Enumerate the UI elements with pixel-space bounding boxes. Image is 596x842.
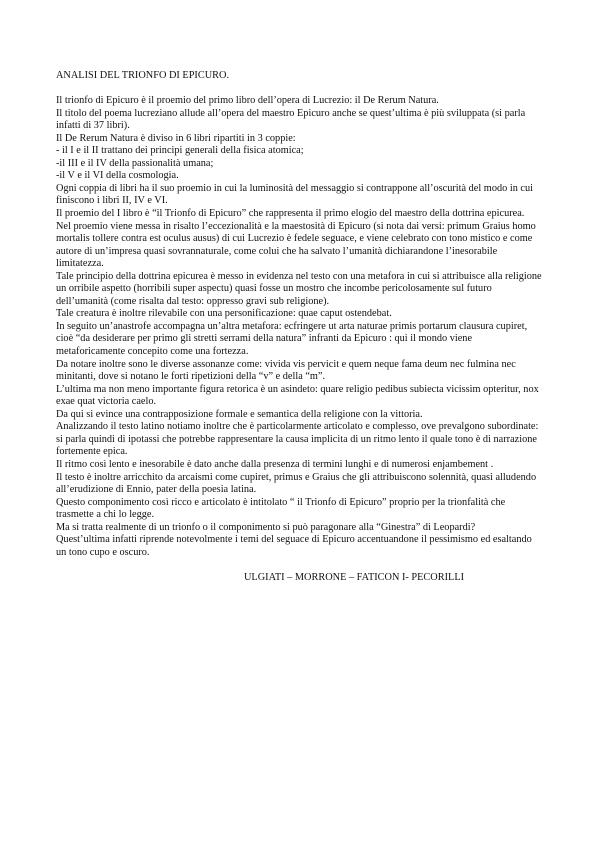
document-title: ANALISI DEL TRIONFO DI EPICURO. <box>56 70 230 81</box>
paragraph: Ogni coppia di libri ha il suo proemio in cui la luminosità del messaggio si contrappone all’oscurità del modo in cui finiscono i libri II, IV e VI. <box>56 182 533 207</box>
paragraph: Da notare inoltre sono le diverse assonanze come: vivida vis pervicit e quem neque fama deum nec fulmina nec minitanti, dove si notano le forti ripetizioni della “v” e della “m”. <box>56 358 516 383</box>
authors-signature: ULGIATI – MORRONE – FATICON I- PECORILLI <box>244 571 465 583</box>
paragraph: Il De Rerum Natura è diviso in 6 libri ripartiti in 3 coppie: <box>56 132 296 144</box>
paragraph: -il III e il IV della passionalità umana; <box>56 157 214 169</box>
paragraph: Da qui si evince una contrapposizione formale e semantica della religione con la vittoria. <box>56 408 423 420</box>
blank-line <box>56 83 542 96</box>
paragraph: Il proemio del I libro è “il Trionfo di Epicuro” che rappresenta il primo elogio del maestro della dottrina epicurea. <box>56 208 525 220</box>
paragraph: Il trionfo di Epicuro è il proemio del primo libro dell’opera di Lucrezio: il De Rerum Natura. <box>56 95 439 107</box>
paragraph: Tale principio della dottrina epicurea è messo in evidenza nel testo con una metafora in cui si attribuisce alla religione un orribile aspetto (horribili super aspectu) quasi fosse un mostro che incombe pericolosamente sul futuro dell’umanità (come risalta dal testo: oppresso gravi sub religione). <box>56 270 542 307</box>
paragraph: Tale creatura è inoltre rilevabile con una personificazione: quae caput ostendebat. <box>56 308 392 320</box>
document-page <box>56 70 542 584</box>
paragraph: Ma si tratta realmente di un trionfo o il componimento si può paragonare alla “Ginestra” di Leopardi? <box>56 521 476 533</box>
paragraph: Quest’ultima infatti riprende notevolmente i temi del seguace di Epicuro accentuandone il pessimismo ed esaltando un tono cupo e oscuro. <box>56 534 532 558</box>
paragraph: Il testo è inoltre arricchito da arcaismi come cupiret, primus e Graius che gli attribuiscono solennità, quasi alludendo all’erudizione di Ennio, pater della poesia latina. <box>56 471 537 496</box>
paragraph: Il ritmo così lento e inesorabile è dato anche dalla presenza di termini lunghi e di numerosi enjambement . <box>56 458 494 470</box>
paragraph: -il V e il VI della cosmologia. <box>56 170 179 182</box>
paragraph: - il I e il II trattano dei principi generali della fisica atomica; <box>56 145 304 157</box>
paragraph: L’ultima ma non meno importante figura retorica è un asindeto: quare religio pedibus subiecta vicissim opteritur, nox exae quat victoria caelo. <box>56 383 539 408</box>
document-body <box>56 95 542 559</box>
paragraph: In seguito un’anastrofe accompagna un’altra metafora: ecfringere ut arta naturae primis portarum clausura cupiret, cioè “da desiderare per primo gli stretti serrami della natura” infranti da Epicuro : qui il mondo viene metaforicamente concepito come una fortezza. <box>56 320 528 358</box>
paragraph: Nel proemio viene messa in risalto l’eccezionalità e la maestosità di Epicuro (si nota dai versi: primum Graius homo mortalis tollere contra est oculus ausus) di cui Lucrezio è fedele seguace, e viene celebrato con tono mistico e come autore di un’impresa quasi sovrannaturale, come colui che ha salvato l’umanità dichiarandone l’inesorabile limitatezza. <box>56 220 536 270</box>
paragraph: Questo componimento così ricco e articolato è intitolato “ il Trionfo di Epicuro” proprio per la trionfalità che trasmette a chi lo legge. <box>56 496 506 521</box>
paragraph: Il titolo del poema lucreziano allude all’opera del maestro Epicuro anche se quest’ultima è più sviluppata (si parla infatti di 37 libri). <box>56 107 526 132</box>
paragraph: Analizzando il testo latino notiamo inoltre che è particolarmente articolato e complesso, ove prevalgono subordinate: si parla quindi di ipotassi che potrebbe rappresentare la causa implicita di un ritmo lento il quale tono è di narrazione fortemente epica. <box>56 421 539 458</box>
